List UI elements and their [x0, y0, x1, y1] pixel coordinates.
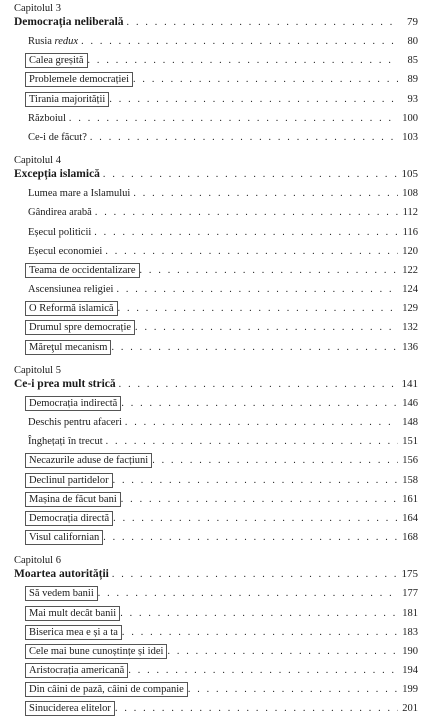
chapter-block	[14, 554, 418, 718]
page-number: 199	[402, 684, 418, 696]
page-number: 132	[402, 322, 418, 334]
page-number: 148	[402, 417, 418, 428]
section-row[interactable]	[14, 51, 418, 70]
page-number: 201	[402, 703, 418, 715]
section-row[interactable]	[14, 70, 418, 89]
section-title: Necazurile aduse de facțiuni	[25, 453, 152, 468]
page-number: 122	[402, 264, 418, 276]
dot-leader	[115, 699, 398, 718]
section-row[interactable]	[14, 413, 418, 432]
section-row[interactable]	[14, 109, 418, 128]
section-row[interactable]	[14, 299, 418, 318]
page-number: 156	[402, 455, 418, 467]
section-title: Mai mult decât banii	[25, 606, 120, 621]
page-number: 175	[401, 568, 418, 581]
section-row[interactable]	[14, 490, 418, 509]
dot-leader	[127, 15, 398, 30]
dot-leader	[90, 128, 398, 147]
page-number: 136	[402, 341, 418, 353]
page-number: 164	[402, 512, 418, 524]
section-title: Visul californian	[25, 530, 103, 545]
chapter-title-row[interactable]	[14, 567, 418, 582]
section-row[interactable]	[14, 604, 418, 623]
dot-leader	[88, 51, 398, 70]
page-number: 79	[407, 16, 418, 28]
section-row[interactable]	[14, 642, 418, 661]
section-row[interactable]	[14, 90, 418, 109]
section-title: Calea greșită	[25, 53, 88, 68]
dot-leader	[98, 584, 398, 603]
dot-leader	[167, 642, 398, 661]
chapter-label: Capitolul 5	[14, 364, 61, 376]
page-number: 124	[402, 284, 418, 296]
section-title: O Reformă islamică	[25, 301, 118, 316]
page-number: 108	[402, 188, 418, 200]
dot-leader	[116, 280, 398, 299]
dot-leader	[113, 509, 398, 528]
page-number: 129	[402, 303, 418, 315]
chapter-block	[14, 2, 418, 147]
chapter-title: Excepția islamică	[14, 168, 100, 181]
section-title: Gândirea arabă	[28, 207, 92, 219]
section-title: Ascensiunea religiei	[28, 284, 114, 296]
chapter-label: Capitolul 3	[14, 3, 61, 14]
dot-leader	[133, 184, 398, 203]
section-row[interactable]	[14, 394, 418, 413]
section-row[interactable]	[14, 699, 418, 718]
section-title: Tirania majorității	[25, 92, 109, 107]
page-number: 116	[402, 226, 418, 238]
section-title: Sinuciderea elitelor	[25, 701, 115, 716]
dot-leader	[128, 661, 398, 680]
dot-leader	[81, 32, 398, 51]
page-number: 161	[402, 493, 418, 505]
section-row[interactable]	[14, 203, 418, 222]
dot-leader	[118, 299, 398, 318]
dot-leader	[125, 413, 398, 432]
dot-leader	[103, 528, 398, 547]
page-number: 100	[402, 112, 418, 124]
section-row[interactable]	[14, 584, 418, 603]
section-row[interactable]	[14, 661, 418, 680]
dot-leader	[119, 377, 398, 392]
section-row[interactable]	[14, 451, 418, 470]
section-row[interactable]	[14, 680, 418, 699]
section-title: Războiul	[28, 112, 66, 124]
section-title: Să vedem banii	[25, 586, 98, 601]
section-title: Democrația indirectă	[25, 396, 121, 411]
chapter-block	[14, 154, 418, 357]
section-row[interactable]	[14, 471, 418, 490]
page-number: 105	[401, 168, 418, 181]
section-row[interactable]	[14, 128, 418, 147]
section-row[interactable]	[14, 623, 418, 642]
page-number: 93	[407, 93, 418, 105]
page-number: 190	[402, 645, 418, 657]
chapter-label: Capitolul 4	[14, 155, 61, 167]
section-title: Biserica mea e și a ta	[25, 625, 122, 640]
chapter-title: Moartea autorității	[14, 568, 109, 581]
section-row[interactable]	[14, 242, 418, 261]
chapter-title-row[interactable]	[14, 167, 418, 182]
dot-leader	[188, 680, 398, 699]
page-number: 103	[402, 131, 418, 143]
dot-leader	[111, 338, 398, 357]
dot-leader	[121, 394, 398, 413]
chapter-label: Capitolul 6	[14, 555, 61, 567]
section-title: Mașina de făcut bani	[25, 492, 121, 507]
page-number: 183	[402, 626, 418, 638]
section-title: Rusia redux	[28, 36, 79, 47]
section-row[interactable]	[14, 318, 418, 337]
page-number: 141	[401, 377, 418, 390]
page-number: 168	[402, 532, 418, 544]
chapter-title-row[interactable]	[14, 15, 418, 30]
section-row[interactable]	[14, 280, 418, 299]
dot-leader	[122, 623, 398, 642]
dot-leader	[109, 90, 398, 109]
page-number: 151	[402, 436, 418, 448]
section-row[interactable]	[14, 509, 418, 528]
page-number: 177	[402, 588, 418, 600]
page-number: 158	[402, 474, 418, 486]
dot-leader	[140, 261, 398, 280]
section-row[interactable]	[14, 528, 418, 547]
section-row[interactable]	[14, 338, 418, 357]
dot-leader	[121, 490, 398, 509]
dot-leader	[135, 318, 398, 337]
page-number: 120	[402, 245, 418, 257]
dot-leader	[106, 432, 398, 451]
section-title: Democrația directă	[25, 511, 113, 526]
dot-leader	[69, 109, 398, 128]
section-title: Eșecul economiei	[28, 245, 103, 257]
section-row[interactable]	[14, 261, 418, 280]
page-number: 85	[407, 55, 418, 67]
dot-leader	[103, 167, 398, 182]
dot-leader	[113, 471, 398, 490]
dot-leader	[94, 223, 398, 242]
section-title: Aristocrația americană	[25, 663, 128, 678]
section-title: Din câini de pază, câini de companie	[25, 682, 188, 697]
section-title: Problemele democrației	[25, 72, 133, 87]
section-title: Înghețați în trecut	[28, 436, 103, 448]
chapter-title: Democrația neliberală	[14, 16, 124, 28]
chapter-block	[14, 364, 418, 548]
section-title: Ce-i de făcut?	[28, 131, 87, 143]
chapter-title-row[interactable]	[14, 377, 418, 392]
section-row[interactable]	[14, 223, 418, 242]
page-number: 80	[407, 36, 418, 47]
dot-leader	[112, 567, 398, 582]
section-title: Teama de occidentalizare	[25, 263, 140, 278]
dot-leader	[120, 604, 398, 623]
dot-leader	[133, 70, 398, 89]
table-of-contents	[14, 2, 418, 726]
page-number: 181	[402, 607, 418, 619]
section-row[interactable]	[14, 432, 418, 451]
section-row[interactable]	[14, 32, 418, 51]
section-title: Lumea mare a Islamului	[28, 188, 131, 200]
chapter-title: Ce-i prea mult strică	[14, 377, 116, 390]
section-title: Eșecul politicii	[28, 226, 92, 238]
section-row[interactable]	[14, 184, 418, 203]
page-number: 146	[402, 397, 418, 409]
section-title: Declinul partidelor	[25, 473, 113, 488]
section-title: Cele mai bune cunoștințe și idei	[25, 644, 167, 659]
dot-leader	[152, 451, 398, 470]
page-number: 89	[407, 74, 418, 86]
page-number: 112	[402, 207, 418, 219]
section-title: Drumul spre democrație	[25, 320, 135, 335]
dot-leader	[105, 242, 398, 261]
section-title: Deschis pentru afaceri	[28, 417, 122, 428]
section-title: Măreţul mecanism	[25, 340, 111, 355]
dot-leader	[95, 203, 398, 222]
page-number: 194	[402, 665, 418, 677]
